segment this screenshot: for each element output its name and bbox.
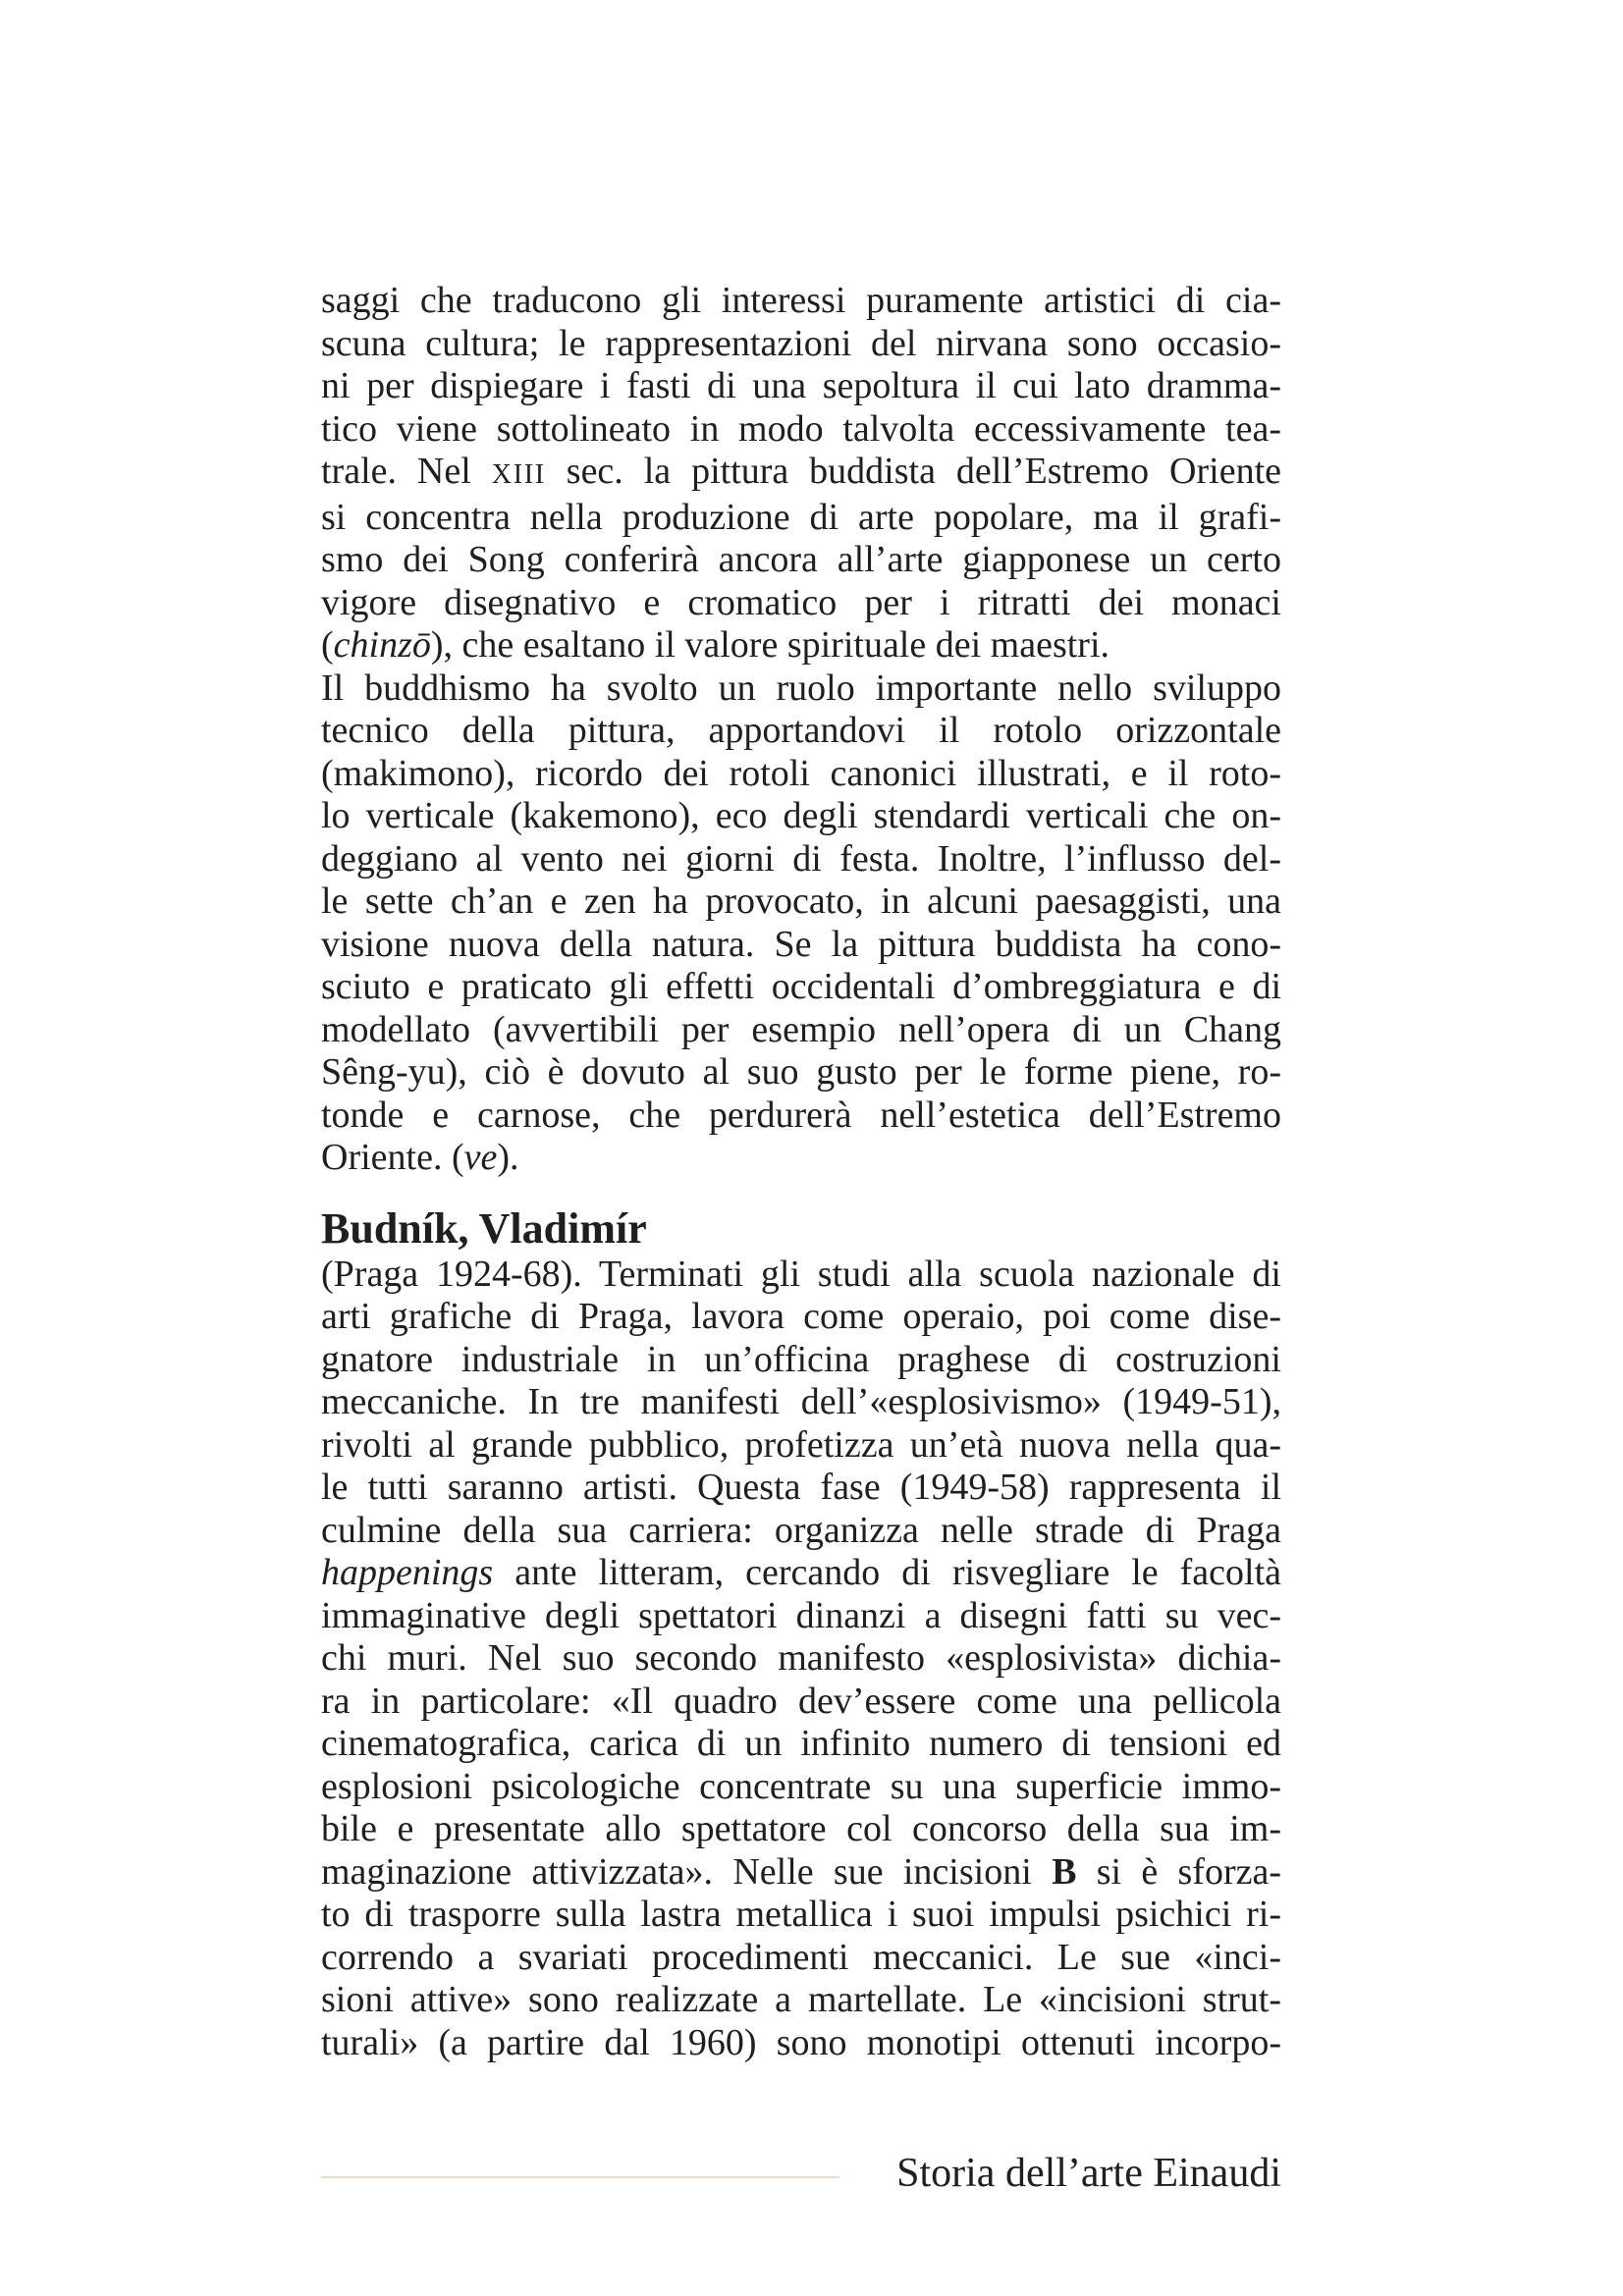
text-line [321,881,1281,924]
text-line [321,2022,1281,2065]
text-line [321,1095,1281,1138]
text-run: vigore disegnativo e cromatico per i ritratti dei monaci [321,581,1281,623]
text-line [321,1808,1281,1851]
text-line [321,1723,1281,1766]
italic-text: ve [463,1137,498,1178]
text-run: scuna cultura; le rappresentazioni del nirvana sono occasio- [321,322,1281,364]
text-line [321,624,1281,667]
text-run: sec. la pittura buddista dell’Estremo Oriente [545,451,1282,492]
paragraph-buddhism [321,667,1281,1180]
footer-title: Storia dell’arte Einaudi [896,2151,1281,2196]
text-run: tecnico della pittura, apportandovi il rotolo orizzontale [321,710,1281,751]
bold-text: B [1052,1850,1077,1893]
italic-text: happenings [321,1552,494,1593]
text-run: le tutti saranno artisti. Questa fase (1949-58) rappresenta il [321,1467,1281,1508]
text-run: culmine della sua carriera: organizza nelle strade di Praga [321,1509,1281,1551]
text-line [321,497,1281,540]
text-run: smo dei Song conferirà ancora all’arte giapponese un certo [321,539,1281,580]
paragraph-continued [321,280,1281,667]
text-line [321,1979,1281,2022]
text-column [321,280,1281,2064]
text-run: ni per dispiegare i fasti di una sepoltura il cui lato dramma- [321,365,1281,406]
text-line [321,582,1281,625]
text-line [321,365,1281,408]
text-line [321,1467,1281,1510]
text-run: si concentra nella produzione di arte popolare, ma il grafi- [321,496,1281,538]
text-line [321,1894,1281,1937]
text-run: tonde e carnose, che perdurerà nell’estetica dell’Estremo [321,1094,1281,1136]
text-line [321,1381,1281,1424]
text-run: ), che esaltano il valore spirituale dei maestri. [430,624,1109,666]
text-run: trale. Nel [321,451,492,492]
text-run: Oriente. ( [321,1137,464,1178]
text-run: bile e presentate allo spettatore col concorso della sua im- [321,1808,1281,1849]
text-run: correndo a svariati procedimenti meccanici. Le sue «inci- [321,1936,1281,1978]
text-line [321,667,1281,711]
text-line [321,1681,1281,1724]
text-run: le sette ch’an e zen ha provocato, in alcuni paesaggisti, una [321,881,1281,922]
small-caps-text: XIII [491,459,546,490]
text-line [321,1296,1281,1339]
text-line [321,1339,1281,1382]
text-run: ante litteram, cercando di risvegliare le facoltà [493,1552,1281,1593]
text-run: turali» (a partire dal 1960) sono monotipi ottenuti incorpo- [321,2021,1281,2063]
italic-text: chinzō [333,624,431,666]
text-run: meccaniche. In tre manifesti dell’«esplosivismo» (1949-51), [321,1381,1281,1422]
text-run: maginazione attivizzata». Nelle sue incisioni [321,1850,1053,1893]
text-line [321,753,1281,796]
text-run: saggi che traducono gli interessi puramente artistici di cia- [321,280,1281,321]
footer-rule [321,2176,839,2178]
text-run: to di trasporre sulla lastra metallica i suoi impulsi psichici ri- [321,1894,1281,1935]
text-line [321,838,1281,881]
text-line [321,408,1281,452]
text-run: visione nuova della natura. Se la pittura buddista ha cono- [321,923,1281,965]
text-run: sioni attive» sono realizzate a martellate. Le «incisioni strut- [321,1979,1281,2020]
text-run: (Praga 1924-68). Terminati gli studi alla scuola nazionale di [321,1253,1281,1295]
text-run: Il buddhismo ha svolto un ruolo importante nello sviluppo [321,667,1281,709]
text-line [321,1137,1281,1180]
text-line [321,1552,1281,1595]
text-run: rivolti al grande pubblico, profetizza un’età nuova nella qua- [321,1423,1281,1466]
entry-heading: Budník, Vladimír [321,1203,647,1253]
text-line [321,924,1281,967]
text-run: sciuto e praticato gli effetti occidentali d’ombreggiatura e di [321,966,1281,1007]
text-line [321,1766,1281,1809]
text-line [321,539,1281,582]
text-run: si è sforza- [1076,1850,1281,1893]
text-run: ). [497,1137,519,1178]
text-line [321,280,1281,323]
text-line [321,451,1281,497]
text-run: lo verticale (kakemono), eco degli stendardi verticali che on- [321,795,1281,836]
text-line [321,1637,1281,1681]
text-line [321,1009,1281,1052]
text-run: deggiano al vento nei giorni di festa. Inoltre, l’influsso del- [321,837,1281,880]
text-run: cinematografica, carica di un infinito numero di tensioni ed [321,1723,1281,1764]
text-run: modellato (avvertibili per esempio nell’opera di un Chang [321,1008,1281,1050]
entry-paragraph [321,1254,1281,2065]
text-line [321,1051,1281,1095]
text-line [321,710,1281,753]
text-run: ra in particolare: «Il quadro dev’essere come una pellicola [321,1680,1281,1722]
text-line [321,1424,1281,1468]
text-line [321,1254,1281,1297]
text-line [321,1851,1281,1895]
text-line [321,795,1281,838]
text-run: gnatore industriale in un’officina praghese di costruzioni [321,1338,1281,1380]
text-run: arti grafiche di Praga, lavora come operaio, poi come dise- [321,1296,1281,1337]
text-line [321,1510,1281,1553]
text-run: tico viene sottolineato in modo talvolta eccessivamente tea- [321,407,1281,450]
text-line [321,1937,1281,1980]
text-run: (makimono), ricordo dei rotoli canonici illustrati, e il roto- [321,752,1281,794]
text-run: ( [321,624,334,666]
text-run: chi muri. Nel suo secondo manifesto «esplosivista» dichia- [321,1637,1281,1679]
text-line [321,1595,1281,1638]
text-line [321,323,1281,366]
text-line [321,966,1281,1009]
text-run: Sêng-yu), ciò è dovuto al suo gusto per le forme piene, ro- [321,1051,1281,1093]
text-run: esplosioni psicologiche concentrate su una superficie immo- [321,1765,1281,1807]
text-run: immaginative degli spettatori dinanzi a disegni fatti su vec- [321,1594,1281,1636]
